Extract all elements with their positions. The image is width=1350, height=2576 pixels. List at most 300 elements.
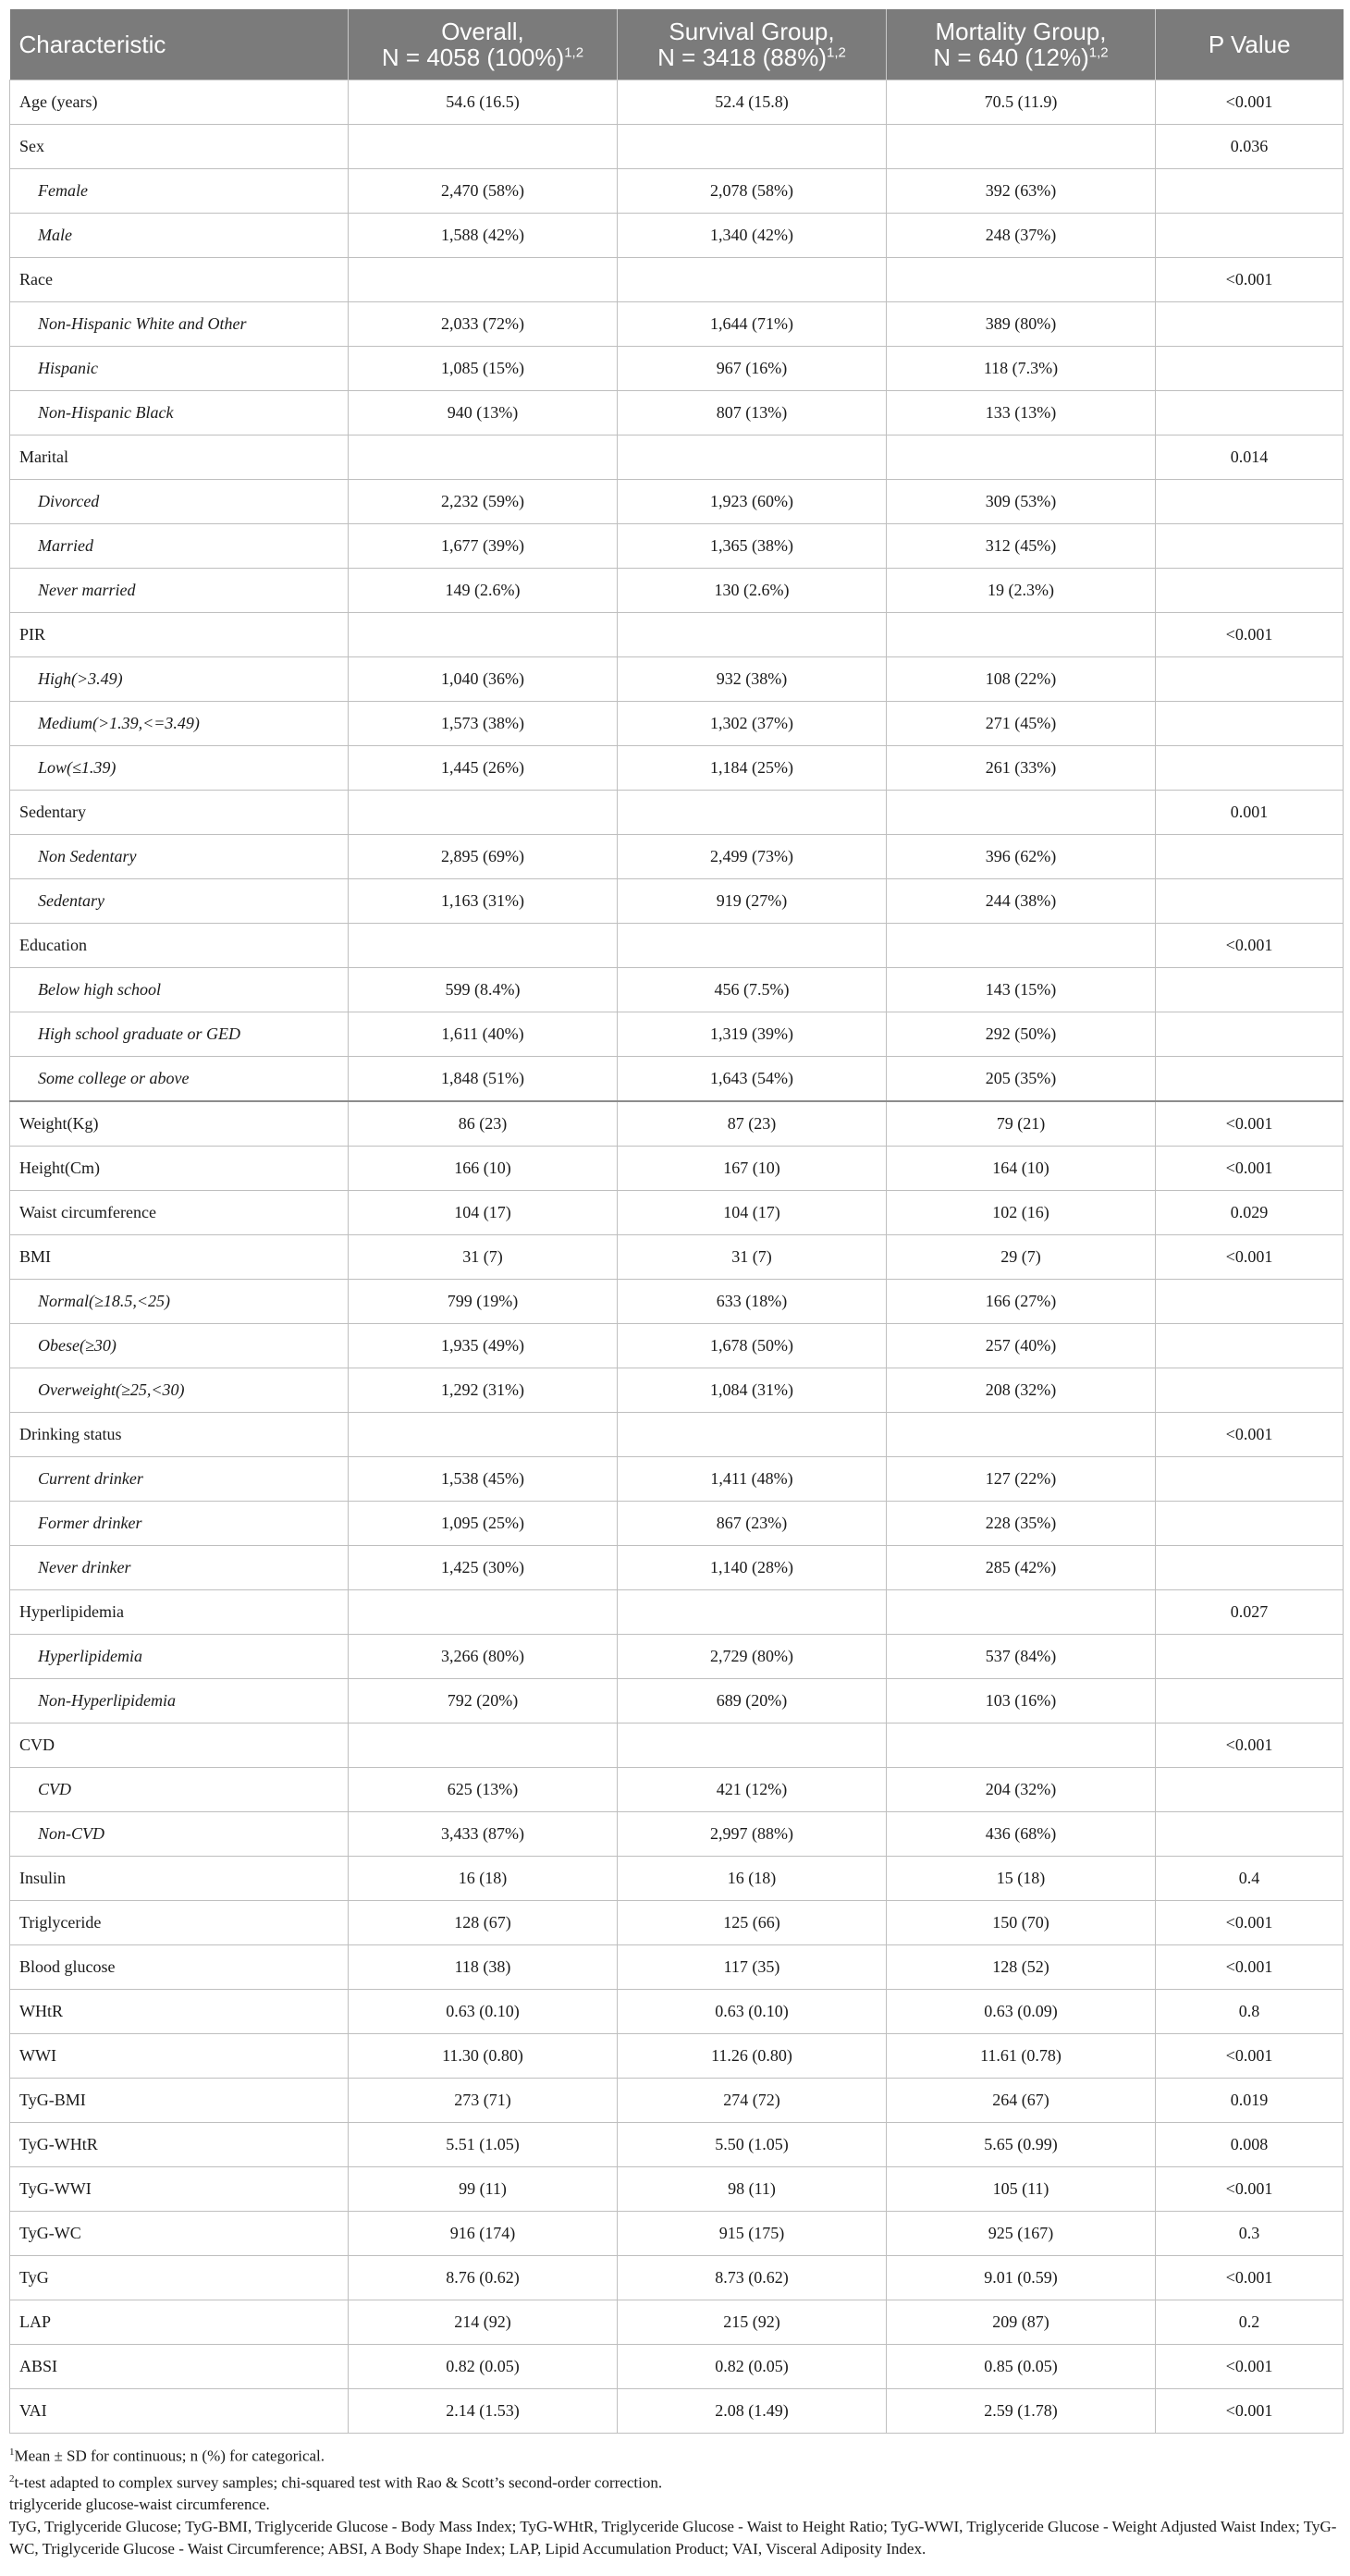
- mortality-cell: 79 (21): [887, 1101, 1156, 1147]
- survival-cell: 456 (7.5%): [618, 968, 887, 1012]
- p-value-cell: 0.029: [1156, 1191, 1344, 1235]
- p-value-cell: <0.001: [1156, 1413, 1344, 1457]
- mortality-cell: 392 (63%): [887, 169, 1156, 214]
- p-value-cell: <0.001: [1156, 2389, 1344, 2434]
- survival-cell: [618, 613, 887, 657]
- mortality-cell: 205 (35%): [887, 1057, 1156, 1102]
- survival-cell: 1,411 (48%): [618, 1457, 887, 1502]
- overall-cell: 1,163 (31%): [349, 879, 618, 924]
- table-row: [10, 1635, 1344, 1679]
- overall-cell: 1,611 (40%): [349, 1012, 618, 1057]
- row-label: WHtR: [10, 1990, 349, 2034]
- survival-cell: 130 (2.6%): [618, 569, 887, 613]
- row-label: Overweight(≥25,<30): [10, 1368, 349, 1413]
- p-value-cell: 0.8: [1156, 1990, 1344, 2034]
- table-body: [10, 80, 1344, 2434]
- header-p-value: P Value: [1156, 9, 1344, 80]
- table-row: [10, 1945, 1344, 1990]
- p-value-cell: [1156, 347, 1344, 391]
- p-value-cell: <0.001: [1156, 1235, 1344, 1280]
- row-label: WWI: [10, 2034, 349, 2079]
- row-label: Normal(≥18.5,<25): [10, 1280, 349, 1324]
- survival-cell: 421 (12%): [618, 1768, 887, 1812]
- table-row: [10, 2167, 1344, 2212]
- mortality-cell: 128 (52): [887, 1945, 1156, 1990]
- characteristics-table: [9, 9, 1344, 2434]
- survival-cell: [618, 924, 887, 968]
- table-row: [10, 1502, 1344, 1546]
- p-value-cell: [1156, 1768, 1344, 1812]
- survival-cell: [618, 791, 887, 835]
- row-label: Hyperlipidemia: [10, 1590, 349, 1635]
- row-label: Below high school: [10, 968, 349, 1012]
- row-label: TyG-WC: [10, 2212, 349, 2256]
- p-value-cell: [1156, 1057, 1344, 1102]
- overall-cell: 1,588 (42%): [349, 214, 618, 258]
- row-label: Non Sedentary: [10, 835, 349, 879]
- survival-cell: 0.82 (0.05): [618, 2345, 887, 2389]
- mortality-cell: 271 (45%): [887, 702, 1156, 746]
- footnote: triglyceride glucose-waist circumference.: [9, 2496, 270, 2514]
- overall-cell: 1,677 (39%): [349, 524, 618, 569]
- row-label: Insulin: [10, 1857, 349, 1901]
- survival-cell: 2.08 (1.49): [618, 2389, 887, 2434]
- table-row: [10, 1546, 1344, 1590]
- table-row: [10, 302, 1344, 347]
- overall-cell: 128 (67): [349, 1901, 618, 1945]
- mortality-cell: 2.59 (1.78): [887, 2389, 1156, 2434]
- survival-cell: 16 (18): [618, 1857, 887, 1901]
- row-label: Drinking status: [10, 1413, 349, 1457]
- table-row: [10, 613, 1344, 657]
- mortality-cell: 244 (38%): [887, 879, 1156, 924]
- row-label: Age (years): [10, 80, 349, 125]
- table-row: [10, 214, 1344, 258]
- row-label: Race: [10, 258, 349, 302]
- row-label: Former drinker: [10, 1502, 349, 1546]
- overall-cell: 54.6 (16.5): [349, 80, 618, 125]
- survival-cell: 932 (38%): [618, 657, 887, 702]
- row-label: Female: [10, 169, 349, 214]
- row-label: Triglyceride: [10, 1901, 349, 1945]
- p-value-cell: [1156, 1546, 1344, 1590]
- overall-cell: 149 (2.6%): [349, 569, 618, 613]
- mortality-cell: 0.63 (0.09): [887, 1990, 1156, 2034]
- mortality-cell: [887, 258, 1156, 302]
- survival-cell: [618, 1590, 887, 1635]
- overall-cell: 16 (18): [349, 1857, 618, 1901]
- table-row: [10, 1147, 1344, 1191]
- mortality-cell: 103 (16%): [887, 1679, 1156, 1723]
- footnote: $^1$Mean ± SD for continuous; n (%) for categorical.: [9, 2447, 325, 2465]
- p-value-cell: <0.001: [1156, 2167, 1344, 2212]
- survival-cell: 11.26 (0.80): [618, 2034, 887, 2079]
- mortality-cell: 228 (35%): [887, 1502, 1156, 1546]
- p-value-cell: 0.001: [1156, 791, 1344, 835]
- mortality-cell: [887, 435, 1156, 480]
- row-label: CVD: [10, 1723, 349, 1768]
- row-label: Divorced: [10, 480, 349, 524]
- overall-cell: 1,425 (30%): [349, 1546, 618, 1590]
- p-value-cell: 0.014: [1156, 435, 1344, 480]
- table-row: [10, 80, 1344, 125]
- mortality-cell: 5.65 (0.99): [887, 2123, 1156, 2167]
- p-value-cell: [1156, 746, 1344, 791]
- table-row: [10, 1457, 1344, 1502]
- survival-cell: 2,997 (88%): [618, 1812, 887, 1857]
- mortality-cell: 208 (32%): [887, 1368, 1156, 1413]
- table-row: [10, 1324, 1344, 1368]
- table-header: [10, 9, 1344, 80]
- row-label: Marital: [10, 435, 349, 480]
- header-characteristic: Characteristic: [10, 9, 349, 80]
- survival-cell: 807 (13%): [618, 391, 887, 435]
- row-label: TyG-WWI: [10, 2167, 349, 2212]
- abbreviations-note: TyG, Triglyceride Glucose; TyG-BMI, Triglyceride Glucose - Body Mass Index; TyG-WHtR, Triglyceride Glucose - Waist to Height Ratio; TyG-WWI, Triglyceride Glucose - Weight Adjusted Waist Index; TyG-WC, Triglyceride Glucose - Waist Circumference; ABSI, A Body Shape Index; LAP, Lipid Accumulation Product; VAI, Visceral Adiposity Index.: [9, 2518, 1337, 2558]
- row-label: Non-CVD: [10, 1812, 349, 1857]
- header-mortality-group: Mortality Group, N = 640 $(12\%)^{1,2}$: [887, 9, 1156, 80]
- table-row: [10, 125, 1344, 169]
- row-label: Obese(≥30): [10, 1324, 349, 1368]
- row-label: Waist circumference: [10, 1191, 349, 1235]
- overall-cell: 2,232 (59%): [349, 480, 618, 524]
- mortality-cell: 143 (15%): [887, 968, 1156, 1012]
- row-label: Some college or above: [10, 1057, 349, 1102]
- overall-cell: [349, 791, 618, 835]
- overall-cell: 1,445 (26%): [349, 746, 618, 791]
- p-value-cell: [1156, 524, 1344, 569]
- survival-cell: 52.4 (15.8): [618, 80, 887, 125]
- survival-cell: 117 (35): [618, 1945, 887, 1990]
- survival-cell: 1,643 (54%): [618, 1057, 887, 1102]
- mortality-cell: 204 (32%): [887, 1768, 1156, 1812]
- mortality-cell: 127 (22%): [887, 1457, 1156, 1502]
- survival-cell: 915 (175): [618, 2212, 887, 2256]
- survival-cell: 5.50 (1.05): [618, 2123, 887, 2167]
- row-label: ABSI: [10, 2345, 349, 2389]
- survival-cell: 689 (20%): [618, 1679, 887, 1723]
- overall-cell: 799 (19%): [349, 1280, 618, 1324]
- row-label: Hispanic: [10, 347, 349, 391]
- overall-cell: 11.30 (0.80): [349, 2034, 618, 2079]
- table-row: [10, 835, 1344, 879]
- p-value-cell: [1156, 879, 1344, 924]
- row-label: Sedentary: [10, 791, 349, 835]
- mortality-cell: 102 (16): [887, 1191, 1156, 1235]
- table-row: [10, 258, 1344, 302]
- p-value-cell: <0.001: [1156, 80, 1344, 125]
- overall-cell: 166 (10): [349, 1147, 618, 1191]
- survival-cell: 2,078 (58%): [618, 169, 887, 214]
- mortality-cell: 396 (62%): [887, 835, 1156, 879]
- mortality-cell: 257 (40%): [887, 1324, 1156, 1368]
- mortality-cell: 164 (10): [887, 1147, 1156, 1191]
- overall-cell: 1,085 (15%): [349, 347, 618, 391]
- table-row: [10, 2034, 1344, 2079]
- p-value-cell: [1156, 1368, 1344, 1413]
- survival-cell: 215 (92): [618, 2300, 887, 2345]
- overall-cell: 99 (11): [349, 2167, 618, 2212]
- row-label: Never married: [10, 569, 349, 613]
- overall-cell: 86 (23): [349, 1101, 618, 1147]
- table-row: [10, 1368, 1344, 1413]
- overall-cell: [349, 435, 618, 480]
- table-row: [10, 702, 1344, 746]
- table-row: [10, 1413, 1344, 1457]
- overall-cell: 5.51 (1.05): [349, 2123, 618, 2167]
- p-value-cell: <0.001: [1156, 2034, 1344, 2079]
- row-label: LAP: [10, 2300, 349, 2345]
- p-value-cell: 0.2: [1156, 2300, 1344, 2345]
- row-label: CVD: [10, 1768, 349, 1812]
- survival-cell: 1,923 (60%): [618, 480, 887, 524]
- row-label: Height(Cm): [10, 1147, 349, 1191]
- table-row: [10, 347, 1344, 391]
- p-value-cell: [1156, 214, 1344, 258]
- survival-cell: 98 (11): [618, 2167, 887, 2212]
- overall-cell: [349, 1590, 618, 1635]
- mortality-cell: 261 (33%): [887, 746, 1156, 791]
- overall-cell: 31 (7): [349, 1235, 618, 1280]
- overall-cell: 8.76 (0.62): [349, 2256, 618, 2300]
- p-value-cell: [1156, 1280, 1344, 1324]
- survival-cell: [618, 125, 887, 169]
- row-label: PIR: [10, 613, 349, 657]
- overall-cell: 273 (71): [349, 2079, 618, 2123]
- p-value-cell: [1156, 1457, 1344, 1502]
- mortality-cell: 537 (84%): [887, 1635, 1156, 1679]
- p-value-cell: 0.019: [1156, 2079, 1344, 2123]
- p-value-cell: [1156, 480, 1344, 524]
- overall-cell: 1,538 (45%): [349, 1457, 618, 1502]
- mortality-cell: [887, 125, 1156, 169]
- table-row: [10, 2079, 1344, 2123]
- table-row: [10, 791, 1344, 835]
- overall-cell: 118 (38): [349, 1945, 618, 1990]
- row-label: Low(≤1.39): [10, 746, 349, 791]
- header-survival-group: Survival Group, N = 3418 $(88\%)^{1,2}$: [618, 9, 887, 80]
- mortality-cell: 19 (2.3%): [887, 569, 1156, 613]
- row-label: Never drinker: [10, 1546, 349, 1590]
- p-value-cell: <0.001: [1156, 2345, 1344, 2389]
- survival-cell: 1,084 (31%): [618, 1368, 887, 1413]
- table-row: [10, 2389, 1344, 2434]
- p-value-cell: [1156, 835, 1344, 879]
- p-value-cell: [1156, 302, 1344, 347]
- p-value-cell: <0.001: [1156, 1723, 1344, 1768]
- mortality-cell: 264 (67): [887, 2079, 1156, 2123]
- p-value-cell: <0.001: [1156, 924, 1344, 968]
- survival-cell: 967 (16%): [618, 347, 887, 391]
- mortality-cell: 925 (167): [887, 2212, 1156, 2256]
- table-row: [10, 524, 1344, 569]
- survival-cell: 1,365 (38%): [618, 524, 887, 569]
- overall-cell: [349, 258, 618, 302]
- table-row: [10, 924, 1344, 968]
- overall-cell: [349, 1723, 618, 1768]
- p-value-cell: [1156, 391, 1344, 435]
- overall-cell: [349, 924, 618, 968]
- overall-cell: 3,433 (87%): [349, 1812, 618, 1857]
- mortality-cell: 9.01 (0.59): [887, 2256, 1156, 2300]
- mortality-cell: 133 (13%): [887, 391, 1156, 435]
- table-container: [9, 9, 1343, 2560]
- survival-cell: 1,140 (28%): [618, 1546, 887, 1590]
- overall-cell: 2,033 (72%): [349, 302, 618, 347]
- mortality-cell: 436 (68%): [887, 1812, 1156, 1857]
- survival-cell: 1,319 (39%): [618, 1012, 887, 1057]
- mortality-cell: [887, 1413, 1156, 1457]
- overall-cell: 2,895 (69%): [349, 835, 618, 879]
- p-value-cell: 0.008: [1156, 2123, 1344, 2167]
- table-row: [10, 2345, 1344, 2389]
- mortality-cell: 166 (27%): [887, 1280, 1156, 1324]
- header-overall: Overall, N = 4058 $(100\%)^{1,2}$: [349, 9, 618, 80]
- row-label: Current drinker: [10, 1457, 349, 1502]
- survival-cell: 31 (7): [618, 1235, 887, 1280]
- table-row: [10, 1191, 1344, 1235]
- p-value-cell: <0.001: [1156, 613, 1344, 657]
- survival-cell: 0.63 (0.10): [618, 1990, 887, 2034]
- overall-cell: 916 (174): [349, 2212, 618, 2256]
- table-row: [10, 391, 1344, 435]
- p-value-cell: [1156, 169, 1344, 214]
- overall-cell: [349, 613, 618, 657]
- p-value-cell: 0.4: [1156, 1857, 1344, 1901]
- p-value-cell: 0.036: [1156, 125, 1344, 169]
- survival-cell: 1,678 (50%): [618, 1324, 887, 1368]
- row-label: Education: [10, 924, 349, 968]
- mortality-cell: 248 (37%): [887, 214, 1156, 258]
- p-value-cell: [1156, 1012, 1344, 1057]
- row-label: Weight(Kg): [10, 1101, 349, 1147]
- row-label: Hyperlipidemia: [10, 1635, 349, 1679]
- survival-cell: [618, 1723, 887, 1768]
- table-row: [10, 2256, 1344, 2300]
- overall-cell: 1,848 (51%): [349, 1057, 618, 1102]
- survival-cell: 87 (23): [618, 1101, 887, 1147]
- survival-cell: [618, 1413, 887, 1457]
- table-row: [10, 1990, 1344, 2034]
- overall-cell: 104 (17): [349, 1191, 618, 1235]
- table-row: [10, 1235, 1344, 1280]
- p-value-cell: [1156, 657, 1344, 702]
- overall-cell: 1,040 (36%): [349, 657, 618, 702]
- row-label: Blood glucose: [10, 1945, 349, 1990]
- table-row: [10, 2212, 1344, 2256]
- overall-cell: 214 (92): [349, 2300, 618, 2345]
- mortality-cell: 389 (80%): [887, 302, 1156, 347]
- survival-cell: 1,644 (71%): [618, 302, 887, 347]
- overall-cell: 2.14 (1.53): [349, 2389, 618, 2434]
- row-label: Medium(>1.39,<=3.49): [10, 702, 349, 746]
- table-row: [10, 2123, 1344, 2167]
- p-value-cell: <0.001: [1156, 258, 1344, 302]
- overall-cell: [349, 1413, 618, 1457]
- mortality-cell: 150 (70): [887, 1901, 1156, 1945]
- overall-cell: 0.82 (0.05): [349, 2345, 618, 2389]
- table-row: [10, 1012, 1344, 1057]
- overall-cell: [349, 125, 618, 169]
- row-label: TyG-WHtR: [10, 2123, 349, 2167]
- mortality-cell: 105 (11): [887, 2167, 1156, 2212]
- overall-cell: 625 (13%): [349, 1768, 618, 1812]
- p-value-cell: <0.001: [1156, 2256, 1344, 2300]
- footnote: $^2$t-test adapted to complex survey samples; chi-squared test with Rao & Scott’s second-order correction.: [9, 2472, 663, 2492]
- table-row: [10, 1280, 1344, 1324]
- overall-cell: 940 (13%): [349, 391, 618, 435]
- p-value-cell: [1156, 968, 1344, 1012]
- overall-cell: 2,470 (58%): [349, 169, 618, 214]
- p-value-cell: 0.3: [1156, 2212, 1344, 2256]
- mortality-cell: 108 (22%): [887, 657, 1156, 702]
- survival-cell: 104 (17): [618, 1191, 887, 1235]
- table-row: [10, 1590, 1344, 1635]
- mortality-cell: [887, 791, 1156, 835]
- survival-cell: [618, 258, 887, 302]
- table-row: [10, 569, 1344, 613]
- survival-cell: 2,729 (80%): [618, 1635, 887, 1679]
- overall-cell: 3,266 (80%): [349, 1635, 618, 1679]
- overall-cell: 599 (8.4%): [349, 968, 618, 1012]
- overall-cell: 1,095 (25%): [349, 1502, 618, 1546]
- mortality-cell: 309 (53%): [887, 480, 1156, 524]
- survival-cell: 1,340 (42%): [618, 214, 887, 258]
- row-label: TyG-BMI: [10, 2079, 349, 2123]
- p-value-cell: <0.001: [1156, 1101, 1344, 1147]
- p-value-cell: [1156, 1635, 1344, 1679]
- p-value-cell: [1156, 702, 1344, 746]
- survival-cell: 8.73 (0.62): [618, 2256, 887, 2300]
- table-row: [10, 435, 1344, 480]
- p-value-cell: [1156, 1812, 1344, 1857]
- mortality-cell: 285 (42%): [887, 1546, 1156, 1590]
- table-row: [10, 746, 1344, 791]
- mortality-cell: 29 (7): [887, 1235, 1156, 1280]
- survival-cell: 1,302 (37%): [618, 702, 887, 746]
- p-value-cell: [1156, 1679, 1344, 1723]
- mortality-cell: [887, 1590, 1156, 1635]
- table-row: [10, 2300, 1344, 2345]
- overall-cell: 1,292 (31%): [349, 1368, 618, 1413]
- p-value-cell: [1156, 1324, 1344, 1368]
- overall-cell: 1,935 (49%): [349, 1324, 618, 1368]
- mortality-cell: [887, 613, 1156, 657]
- table-row: [10, 1901, 1344, 1945]
- table-row: [10, 1812, 1344, 1857]
- p-value-cell: 0.027: [1156, 1590, 1344, 1635]
- survival-cell: 919 (27%): [618, 879, 887, 924]
- table-row: [10, 169, 1344, 214]
- mortality-cell: 312 (45%): [887, 524, 1156, 569]
- row-label: High school graduate or GED: [10, 1012, 349, 1057]
- survival-cell: 125 (66): [618, 1901, 887, 1945]
- p-value-cell: <0.001: [1156, 1147, 1344, 1191]
- table-row: [10, 1857, 1344, 1901]
- row-label: BMI: [10, 1235, 349, 1280]
- p-value-cell: [1156, 1502, 1344, 1546]
- overall-cell: 792 (20%): [349, 1679, 618, 1723]
- survival-cell: 274 (72): [618, 2079, 887, 2123]
- table-row: [10, 657, 1344, 702]
- survival-cell: 1,184 (25%): [618, 746, 887, 791]
- mortality-cell: 209 (87): [887, 2300, 1156, 2345]
- row-label: TyG: [10, 2256, 349, 2300]
- p-value-cell: [1156, 569, 1344, 613]
- table-row: [10, 1768, 1344, 1812]
- survival-cell: 2,499 (73%): [618, 835, 887, 879]
- table-row: [10, 879, 1344, 924]
